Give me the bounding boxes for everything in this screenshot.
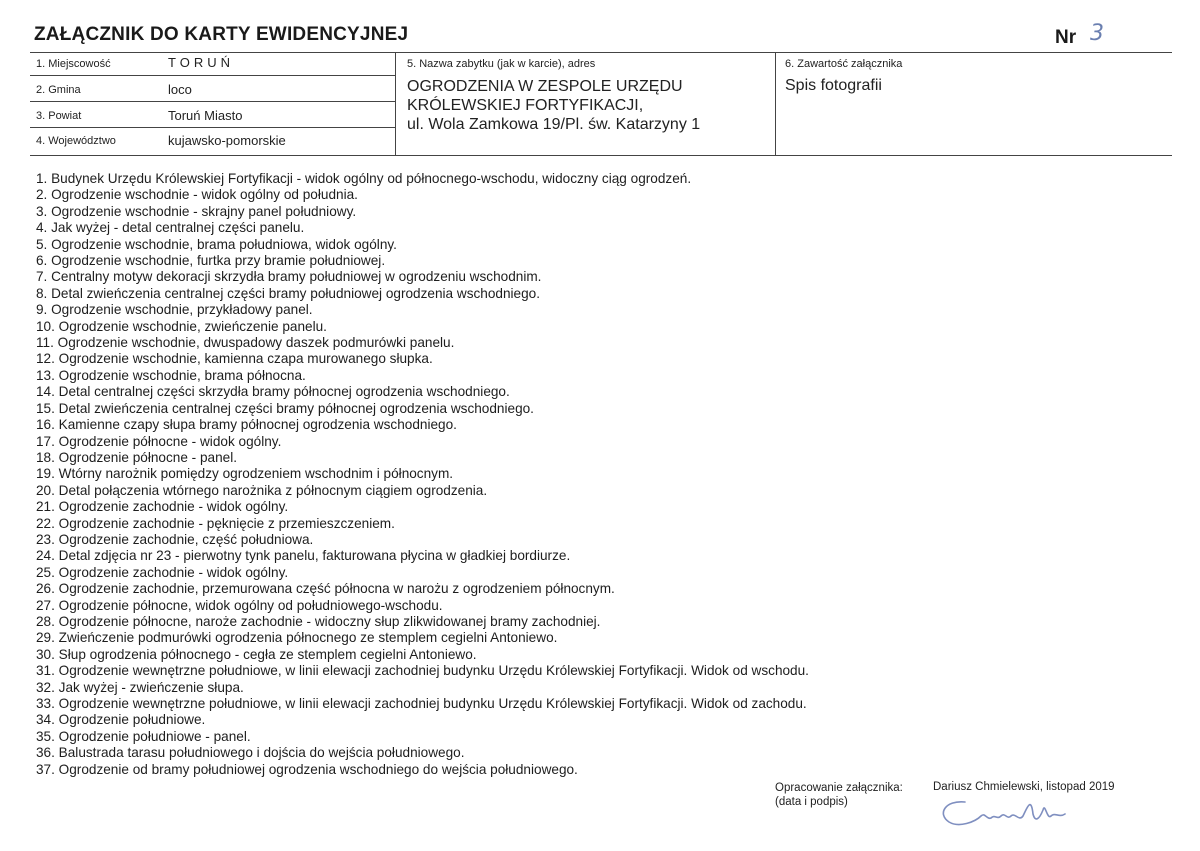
powiat-label: 3. Powiat (36, 110, 82, 122)
wojewodztwo-label: 4. Województwo (36, 135, 116, 147)
photo-list-item: 24. Detal zdjęcia nr 23 - pierwotny tynk panelu, fakturowana płycina w gładkiej bordiurze. (36, 548, 571, 564)
gmina-value: loco (168, 82, 192, 97)
nazwa-label: 5. Nazwa zabytku (jak w karcie), adres (407, 58, 596, 70)
photo-list-item: 17. Ogrodzenie północne - widok ogólny. (36, 433, 282, 449)
row-divider (30, 75, 395, 76)
photo-list-item: 7. Centralny motyw dekoracji skrzydła bramy południowej w ogrodzeniu wschodnim. (36, 269, 542, 285)
photo-list-item: 9. Ogrodzenie wschodnie, przykładowy panel. (36, 302, 313, 318)
photo-list-item: 29. Zwieńczenie podmurówki ogrodzenia północnego ze stemplem cegielni Antoniewo. (36, 630, 558, 646)
photo-list-item: 15. Detal zwieńczenia centralnej części bramy północnej ogrodzenia wschodniego. (36, 400, 534, 416)
photo-list-item: 14. Detal centralnej części skrzydła bramy północnej ogrodzenia wschodniego. (36, 384, 510, 400)
miejscowosc-value: TORUŃ (168, 55, 234, 70)
photo-list-item: 27. Ogrodzenie północne, widok ogólny od południowego-wschodu. (36, 597, 443, 613)
photo-list-item: 1. Budynek Urzędu Królewskiej Fortyfikacji - widok ogólny od północnego-wschodu, widoczny ciąg ogrodzeń. (36, 171, 692, 186)
monument-name-line1: OGRODZENIA W ZESPOLE URZĘDU (407, 78, 683, 95)
photo-list-item: 22. Ogrodzenie zachodnie - pęknięcie z przemieszczeniem. (36, 515, 395, 531)
zawartosc-label: 6. Zawartość załącznika (785, 58, 903, 70)
photo-list-item: 3. Ogrodzenie wschodnie - skrajny panel południowy. (36, 203, 357, 219)
photo-list-item: 13. Ogrodzenie wschodnie, brama północna. (36, 367, 306, 383)
monument-name-line2: KRÓLEWSKIEJ FORTYFIKACJI, (407, 97, 644, 114)
row-divider (30, 127, 395, 128)
photo-list-item: 19. Wtórny narożnik pomiędzy ogrodzeniem wschodnim i północnym. (36, 466, 454, 482)
row-divider (30, 101, 395, 102)
photo-list-item: 10. Ogrodzenie wschodnie, zwieńczenie panelu. (36, 318, 327, 334)
column-divider (775, 53, 776, 155)
photo-list (36, 171, 809, 778)
photo-list-item: 8. Detal zwieńczenia centralnej części bramy południowej ogrodzenia wschodniego. (36, 285, 541, 301)
photo-list-item: 20. Detal połączenia wtórnego narożnika z północnym ciągiem ogrodzenia. (36, 482, 488, 498)
column-divider (395, 53, 396, 155)
gmina-label: 2. Gmina (36, 84, 81, 96)
photo-list-item: 33. Ogrodzenie wewnętrzne południowe, w linii elewacji zachodniej budynku Urzędu Królewskiej Fortyfikacji. Widok od zachodu. (36, 696, 807, 711)
photo-list-item: 2. Ogrodzenie wschodnie - widok ogólny od południa. (36, 187, 358, 203)
footer-label (775, 781, 903, 809)
photo-list-item: 36. Balustrada tarasu południowego i dojścia do wejścia południowego. (36, 745, 465, 761)
photo-list-item: 31. Ogrodzenie wewnętrzne południowe, w linii elewacji zachodniej budynku Urzędu Królewskiej Fortyfikacji. Widok od wschodu. (36, 663, 809, 679)
signature-image (935, 792, 1105, 832)
footer-author: Dariusz Chmielewski, listopad 2019 (933, 781, 1115, 793)
photo-list-item: 18. Ogrodzenie północne - panel. (36, 449, 238, 465)
monument-name (407, 77, 767, 134)
number-value: 3 (1090, 21, 1104, 46)
photo-list-item: 12. Ogrodzenie wschodnie, kamienna czapa murowanego słupka. (36, 351, 433, 367)
document-title: ZAŁĄCZNIK DO KARTY EWIDENCYJNEJ (34, 24, 409, 45)
photo-list-item: 26. Ogrodzenie zachodnie, przemurowana część północna w narożu z ogrodzeniem północnym. (36, 581, 615, 597)
photo-list-item: 16. Kamienne czapy słupa bramy północnej ogrodzenia wschodniego. (36, 417, 457, 433)
photo-list-item: 37. Ogrodzenie od bramy południowej ogrodzenia wschodniego do wejścia południowego. (36, 761, 578, 777)
photo-list-item: 35. Ogrodzenie południowe - panel. (36, 728, 251, 744)
photo-list-item: 23. Ogrodzenie zachodnie, część południowa. (36, 531, 314, 547)
photo-list-item: 28. Ogrodzenie północne, naroże zachodnie - widoczny słup zlikwidowanej bramy zachodniej. (36, 613, 601, 629)
photo-list-item: 32. Jak wyżej - zwieńczenie słupa. (36, 679, 244, 695)
header-table (30, 52, 1172, 156)
monument-address: ul. Wola Zamkowa 19/Pl. św. Katarzyny 1 (407, 116, 701, 133)
photo-list-item: 6. Ogrodzenie wschodnie, furtka przy bramie południowej. (36, 253, 386, 269)
photo-list-item: 11. Ogrodzenie wschodnie, dwuspadowy daszek podmurówki panelu. (36, 335, 455, 351)
photo-list-item: 21. Ogrodzenie zachodnie - widok ogólny. (36, 499, 289, 515)
footer-label-line2: (data i podpis) (775, 796, 848, 808)
photo-list-item: 30. Słup ogrodzenia północnego - cegła ze stemplem cegielni Antoniewo. (36, 646, 477, 662)
number-label: Nr (1055, 27, 1077, 48)
photo-list-item: 25. Ogrodzenie zachodnie - widok ogólny. (36, 564, 289, 580)
miejscowosc-label: 1. Miejscowość (36, 58, 111, 70)
zawartosc-value: Spis fotografii (785, 77, 882, 94)
photo-list-item: 5. Ogrodzenie wschodnie, brama południowa, widok ogólny. (36, 236, 397, 252)
photo-list-item: 34. Ogrodzenie południowe. (36, 712, 206, 728)
photo-list-item: 4. Jak wyżej - detal centralnej części panelu. (36, 220, 305, 236)
powiat-value: Toruń Miasto (168, 108, 243, 123)
footer-label-line1: Opracowanie załącznika: (775, 782, 903, 794)
wojewodztwo-value: kujawsko-pomorskie (168, 133, 286, 148)
